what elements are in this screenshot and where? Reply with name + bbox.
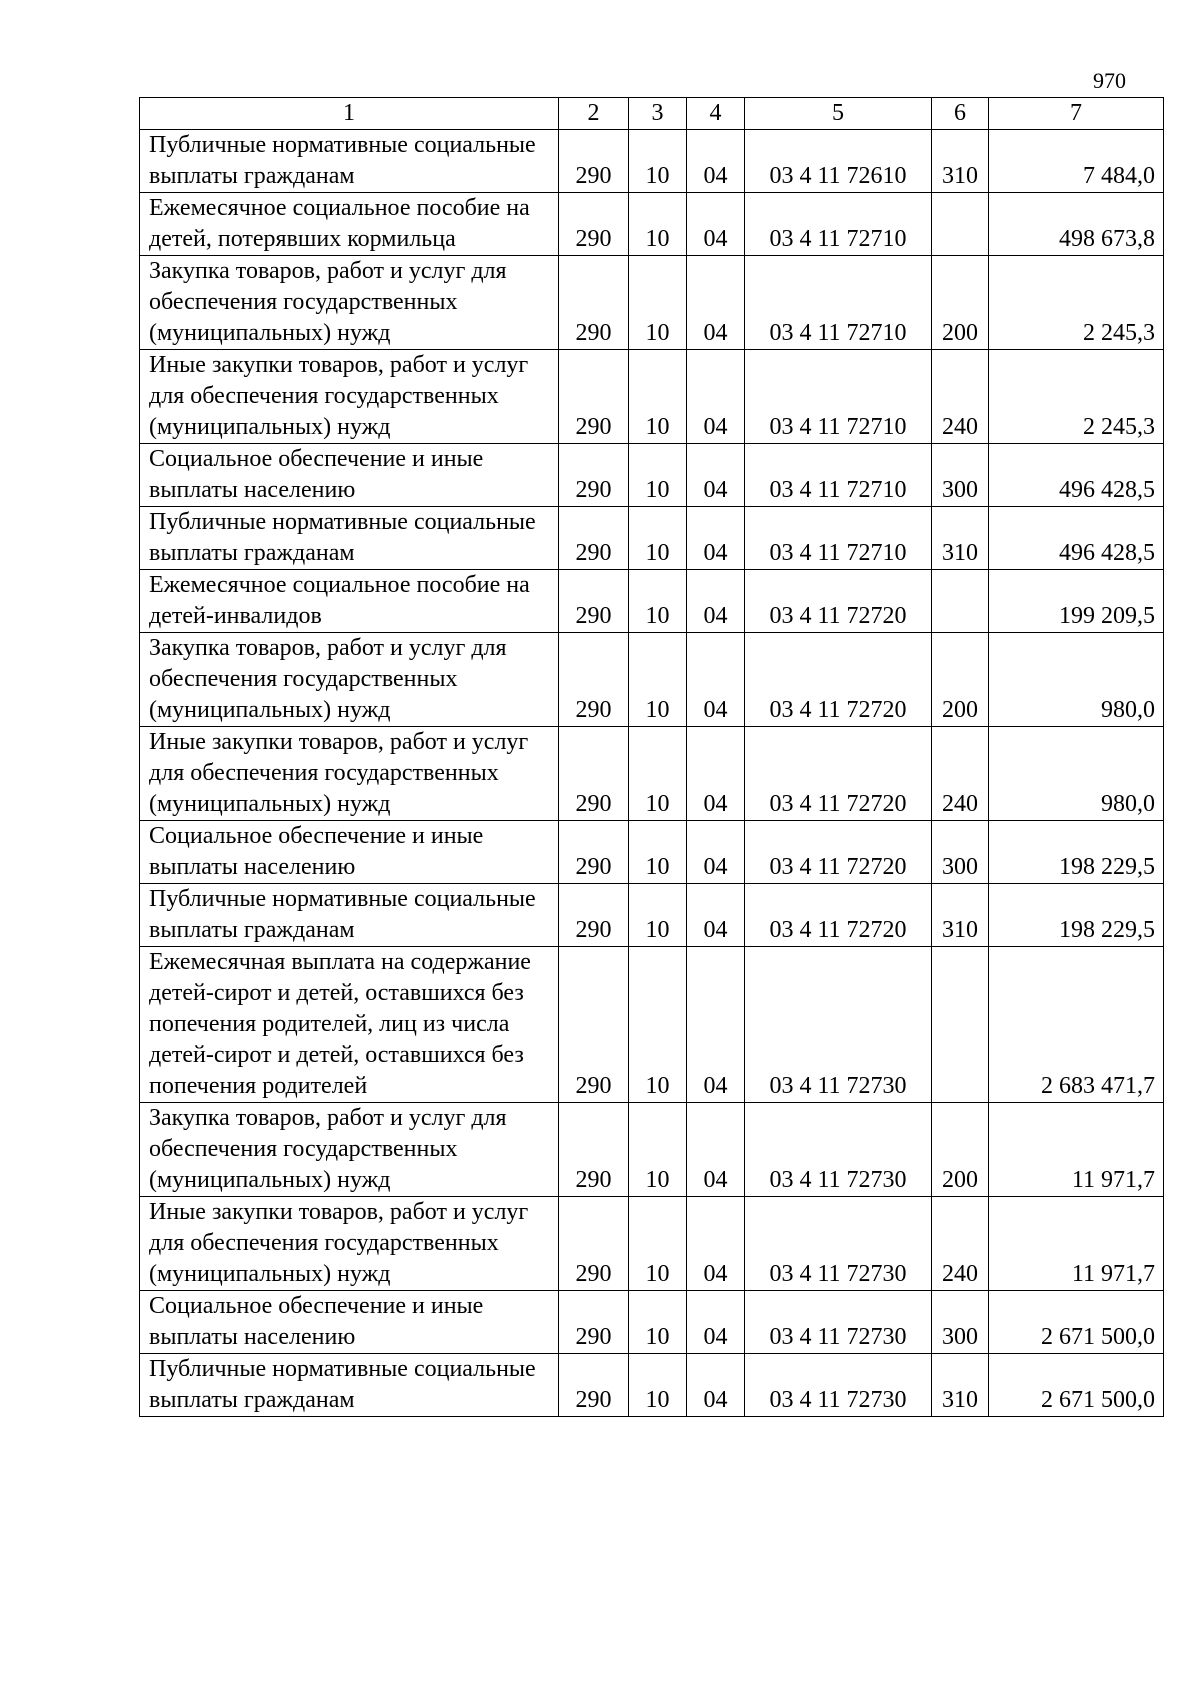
row-name-cell: Иные закупки товаров, работ и услуг для обеспечения государственных (муниципальных) нужд <box>140 1197 559 1291</box>
row-subsection-cell: 04 <box>687 1197 745 1291</box>
row-target-article-cell: 03 4 11 72610 <box>745 130 932 193</box>
row-target-article-cell: 03 4 11 72710 <box>745 507 932 570</box>
row-amount-cell: 980,0 <box>989 727 1164 821</box>
row-name-cell: Публичные нормативные социальные выплаты гражданам <box>140 1354 559 1417</box>
row-name-cell: Социальное обеспечение и иные выплаты населению <box>140 1291 559 1354</box>
row-admin-code-cell: 290 <box>559 350 629 444</box>
row-section-cell: 10 <box>629 1103 687 1197</box>
row-section-cell: 10 <box>629 193 687 256</box>
row-amount-cell: 2 245,3 <box>989 350 1164 444</box>
row-target-article-cell: 03 4 11 72710 <box>745 256 932 350</box>
column-header-1: 1 <box>140 98 559 130</box>
table-row <box>140 193 1164 256</box>
row-expense-type-cell: 310 <box>932 1354 989 1417</box>
row-name-cell: Ежемесячное социальное пособие на детей, потерявших кормильца <box>140 193 559 256</box>
row-target-article-cell: 03 4 11 72710 <box>745 193 932 256</box>
table-row <box>140 1197 1164 1291</box>
row-subsection-cell: 04 <box>687 570 745 633</box>
row-name-cell: Социальное обеспечение и иные выплаты населению <box>140 821 559 884</box>
row-section-cell: 10 <box>629 570 687 633</box>
row-admin-code-cell: 290 <box>559 633 629 727</box>
row-expense-type-cell: 240 <box>932 1197 989 1291</box>
column-header-2: 2 <box>559 98 629 130</box>
table-row <box>140 1103 1164 1197</box>
row-amount-cell: 2 671 500,0 <box>989 1291 1164 1354</box>
row-subsection-cell: 04 <box>687 821 745 884</box>
row-name-cell: Закупка товаров, работ и услуг для обеспечения государственных (муниципальных) нужд <box>140 1103 559 1197</box>
row-section-cell: 10 <box>629 350 687 444</box>
row-expense-type-cell: 200 <box>932 633 989 727</box>
row-section-cell: 10 <box>629 130 687 193</box>
budget-table <box>139 97 1164 1417</box>
row-amount-cell: 11 971,7 <box>989 1103 1164 1197</box>
row-amount-cell: 198 229,5 <box>989 821 1164 884</box>
row-subsection-cell: 04 <box>687 350 745 444</box>
row-section-cell: 10 <box>629 1354 687 1417</box>
row-admin-code-cell: 290 <box>559 130 629 193</box>
table-row <box>140 1354 1164 1417</box>
row-expense-type-cell: 310 <box>932 130 989 193</box>
row-target-article-cell: 03 4 11 72720 <box>745 884 932 947</box>
column-header-7: 7 <box>989 98 1164 130</box>
row-admin-code-cell: 290 <box>559 256 629 350</box>
row-expense-type-cell: 310 <box>932 507 989 570</box>
row-target-article-cell: 03 4 11 72720 <box>745 570 932 633</box>
row-amount-cell: 498 673,8 <box>989 193 1164 256</box>
row-subsection-cell: 04 <box>687 444 745 507</box>
row-amount-cell: 199 209,5 <box>989 570 1164 633</box>
header-row <box>140 98 1164 130</box>
row-target-article-cell: 03 4 11 72730 <box>745 947 932 1103</box>
table-row <box>140 256 1164 350</box>
row-name-cell: Ежемесячная выплата на содержание детей-сирот и детей, оставшихся без попечения родителей, лиц из числа детей-сирот и детей, оставшихся без попечения родителей <box>140 947 559 1103</box>
row-subsection-cell: 04 <box>687 130 745 193</box>
row-admin-code-cell: 290 <box>559 1197 629 1291</box>
row-subsection-cell: 04 <box>687 633 745 727</box>
row-amount-cell: 980,0 <box>989 633 1164 727</box>
row-amount-cell: 2 683 471,7 <box>989 947 1164 1103</box>
row-admin-code-cell: 290 <box>559 884 629 947</box>
row-target-article-cell: 03 4 11 72720 <box>745 821 932 884</box>
row-section-cell: 10 <box>629 1197 687 1291</box>
row-name-cell: Иные закупки товаров, работ и услуг для обеспечения государственных (муниципальных) нужд <box>140 727 559 821</box>
row-admin-code-cell: 290 <box>559 1103 629 1197</box>
table-row <box>140 947 1164 1103</box>
row-subsection-cell: 04 <box>687 1103 745 1197</box>
row-name-cell: Ежемесячное социальное пособие на детей-инвалидов <box>140 570 559 633</box>
row-section-cell: 10 <box>629 633 687 727</box>
row-section-cell: 10 <box>629 821 687 884</box>
row-target-article-cell: 03 4 11 72730 <box>745 1291 932 1354</box>
row-subsection-cell: 04 <box>687 256 745 350</box>
row-section-cell: 10 <box>629 256 687 350</box>
row-subsection-cell: 04 <box>687 1354 745 1417</box>
row-name-cell: Публичные нормативные социальные выплаты гражданам <box>140 130 559 193</box>
row-target-article-cell: 03 4 11 72710 <box>745 350 932 444</box>
row-admin-code-cell: 290 <box>559 947 629 1103</box>
row-amount-cell: 198 229,5 <box>989 884 1164 947</box>
row-target-article-cell: 03 4 11 72730 <box>745 1197 932 1291</box>
row-amount-cell: 496 428,5 <box>989 507 1164 570</box>
row-subsection-cell: 04 <box>687 884 745 947</box>
table-row <box>140 821 1164 884</box>
row-target-article-cell: 03 4 11 72730 <box>745 1354 932 1417</box>
row-amount-cell: 7 484,0 <box>989 130 1164 193</box>
table-body <box>140 130 1164 1417</box>
row-name-cell: Иные закупки товаров, работ и услуг для обеспечения государственных (муниципальных) нужд <box>140 350 559 444</box>
row-expense-type-cell <box>932 570 989 633</box>
row-section-cell: 10 <box>629 1291 687 1354</box>
column-header-5: 5 <box>745 98 932 130</box>
table-row <box>140 1291 1164 1354</box>
row-section-cell: 10 <box>629 507 687 570</box>
row-expense-type-cell <box>932 193 989 256</box>
row-subsection-cell: 04 <box>687 193 745 256</box>
row-expense-type-cell: 300 <box>932 821 989 884</box>
row-subsection-cell: 04 <box>687 1291 745 1354</box>
row-name-cell: Социальное обеспечение и иные выплаты населению <box>140 444 559 507</box>
row-amount-cell: 2 671 500,0 <box>989 1354 1164 1417</box>
column-header-6: 6 <box>932 98 989 130</box>
row-amount-cell: 11 971,7 <box>989 1197 1164 1291</box>
column-header-4: 4 <box>687 98 745 130</box>
row-admin-code-cell: 290 <box>559 193 629 256</box>
table-row <box>140 130 1164 193</box>
row-expense-type-cell <box>932 947 989 1103</box>
row-admin-code-cell: 290 <box>559 1291 629 1354</box>
row-admin-code-cell: 290 <box>559 821 629 884</box>
row-target-article-cell: 03 4 11 72720 <box>745 633 932 727</box>
row-subsection-cell: 04 <box>687 727 745 821</box>
row-amount-cell: 496 428,5 <box>989 444 1164 507</box>
row-expense-type-cell: 200 <box>932 256 989 350</box>
row-admin-code-cell: 290 <box>559 727 629 821</box>
table-row <box>140 727 1164 821</box>
column-header-3: 3 <box>629 98 687 130</box>
row-admin-code-cell: 290 <box>559 507 629 570</box>
row-expense-type-cell: 310 <box>932 884 989 947</box>
row-amount-cell: 2 245,3 <box>989 256 1164 350</box>
row-admin-code-cell: 290 <box>559 444 629 507</box>
row-target-article-cell: 03 4 11 72710 <box>745 444 932 507</box>
table-row <box>140 633 1164 727</box>
row-subsection-cell: 04 <box>687 507 745 570</box>
row-expense-type-cell: 240 <box>932 350 989 444</box>
row-name-cell: Закупка товаров, работ и услуг для обеспечения государственных (муниципальных) нужд <box>140 256 559 350</box>
table-row <box>140 507 1164 570</box>
row-admin-code-cell: 290 <box>559 570 629 633</box>
row-target-article-cell: 03 4 11 72730 <box>745 1103 932 1197</box>
table-row <box>140 884 1164 947</box>
row-expense-type-cell: 240 <box>932 727 989 821</box>
row-section-cell: 10 <box>629 947 687 1103</box>
page-number: 970 <box>1093 68 1126 93</box>
row-name-cell: Публичные нормативные социальные выплаты гражданам <box>140 884 559 947</box>
row-section-cell: 10 <box>629 884 687 947</box>
table-row <box>140 350 1164 444</box>
row-target-article-cell: 03 4 11 72720 <box>745 727 932 821</box>
row-name-cell: Закупка товаров, работ и услуг для обеспечения государственных (муниципальных) нужд <box>140 633 559 727</box>
row-admin-code-cell: 290 <box>559 1354 629 1417</box>
row-expense-type-cell: 200 <box>932 1103 989 1197</box>
row-section-cell: 10 <box>629 444 687 507</box>
row-expense-type-cell: 300 <box>932 444 989 507</box>
row-name-cell: Публичные нормативные социальные выплаты гражданам <box>140 507 559 570</box>
table-row <box>140 570 1164 633</box>
row-subsection-cell: 04 <box>687 947 745 1103</box>
table-row <box>140 444 1164 507</box>
row-section-cell: 10 <box>629 727 687 821</box>
row-expense-type-cell: 300 <box>932 1291 989 1354</box>
